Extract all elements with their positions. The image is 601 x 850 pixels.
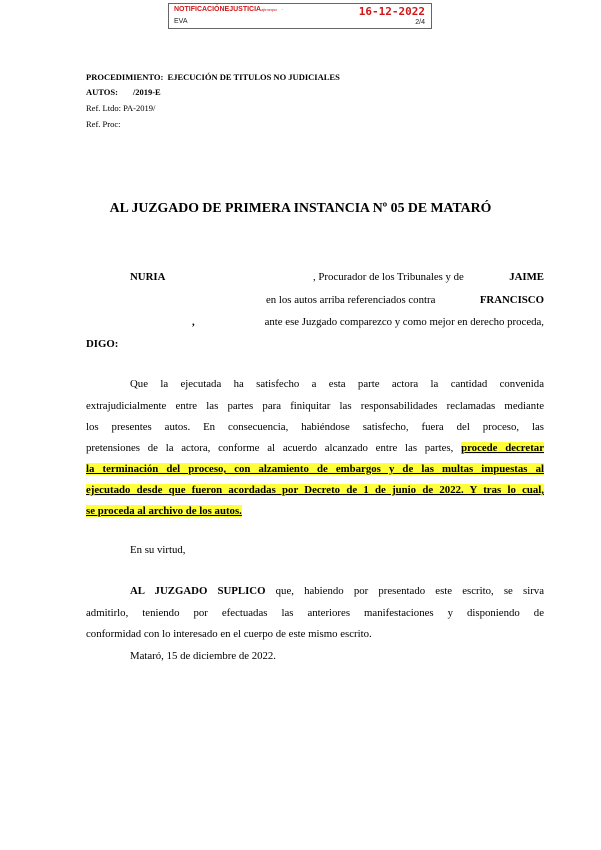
stamp-title: NOTIFICACIÓNEJUSTICIAajtmeqsx · [174, 6, 284, 13]
body-line-2: extrajudicialmente entre las partes para finiquitar las responsabilidades reclamadas mediante [86, 400, 544, 412]
stamp-date: 16-12-2022 [358, 5, 425, 18]
body-line-1: Que la ejecutada ha satisfecho a esta parte actora la cantidad convenida [130, 378, 544, 390]
body-line-4: pretensiones de la actora, conforme al acuerdo alcanzado entre las partes, procede decretar [86, 442, 544, 454]
body-line-7: se proceda al archivo de los autos. [86, 505, 242, 517]
body-line-3: los presentes autos. En consecuencia, habiéndose satisfecho, fuera del proceso, las [86, 421, 544, 433]
suplico-line-1: AL JUZGADO SUPLICO que, habiendo por presentado este escrito, se sirva [130, 585, 544, 597]
court-title: AL JUZGADO DE PRIMERA INSTANCIA Nº 05 DE MATARÓ [109, 200, 492, 215]
notification-stamp [168, 3, 432, 29]
body-line-5: la terminación del proceso, con alzamiento de embargos y de las multas impuestas al [86, 463, 544, 475]
body-line-6: ejecutado desde que fueron acordadas por Decreto de 1 de junio de 2022. Y tras lo cual, [86, 484, 544, 496]
procedimiento-line: PROCEDIMIENTO: EJECUCIÓN DE TITULOS NO JUDICIALES [86, 72, 340, 82]
date-line: Mataró, 15 de diciembre de 2022. [130, 650, 277, 662]
ref-proc: Ref. Proc: [86, 119, 121, 129]
suplico-line-2: admitirlo, teniendo por efectuadas las anteriores manifestaciones y disponiendo de [86, 607, 544, 619]
virtud: En su virtud, [130, 544, 186, 556]
stamp-name: EVA [174, 18, 188, 25]
autos-line: AUTOS: /2019-E [86, 87, 161, 97]
ref-ltdo: Ref. Ltdo: PA-2019/ [86, 103, 156, 113]
digo: DIGO: [86, 338, 119, 350]
suplico-line-3: conformidad con lo interesado en el cuerpo de este mismo escrito. [86, 628, 372, 640]
stamp-page: 2/4 [415, 19, 425, 26]
